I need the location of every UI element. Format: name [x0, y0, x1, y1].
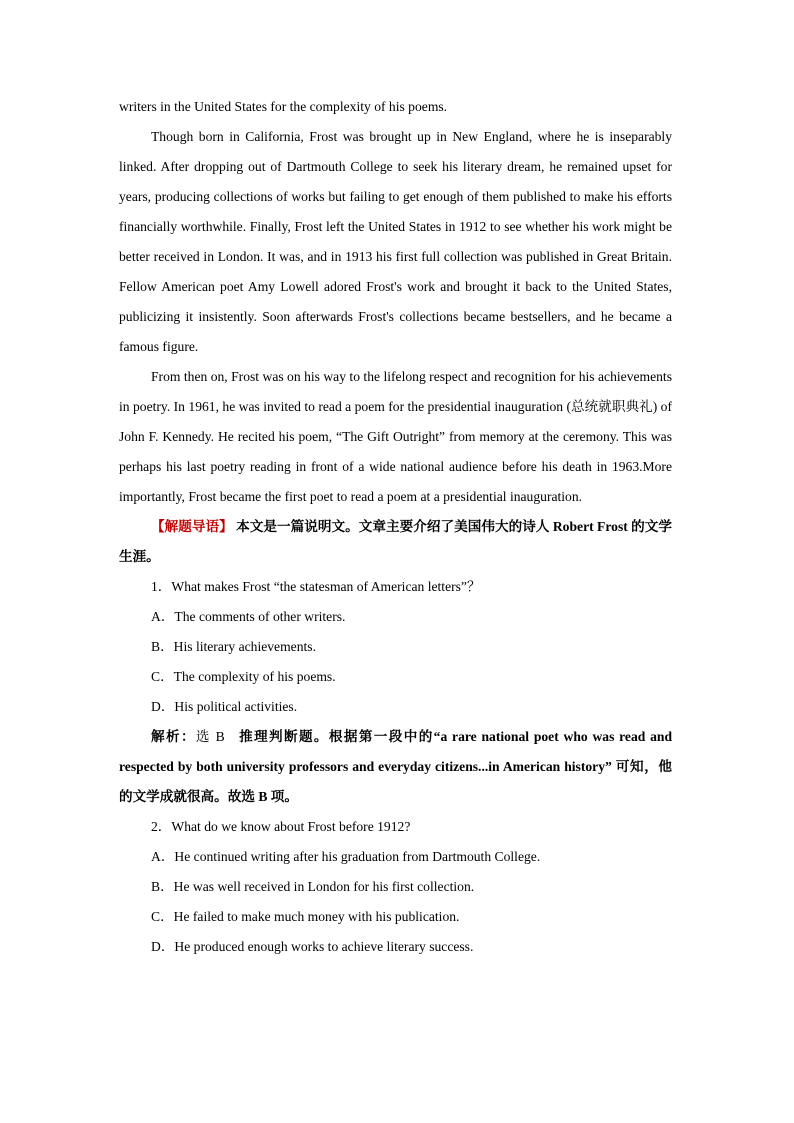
analysis-answer: 选 B	[195, 729, 225, 744]
question-1	[119, 572, 672, 722]
question-1-option-d: D．His political activities.	[151, 699, 298, 714]
guide-paragraph	[119, 512, 672, 572]
guide-tag: 【解题导语】	[151, 519, 233, 534]
question-2-option-a: A．He continued writing after his graduation from Dartmouth College.	[151, 849, 541, 864]
question-2-stem: 2．What do we know about Frost before 1912?	[151, 819, 411, 834]
question-1-option-c: C．The complexity of his poems.	[151, 669, 336, 684]
document-page	[119, 92, 672, 962]
question-2-option-b: B．He was well received in London for his first collection.	[151, 879, 475, 894]
question-2	[119, 812, 672, 962]
analysis-text: 推理判断题。根据第一段中的“a rare national poet who was read and respected by both university professors and everyday citizens...in American history” 可知，他的文学成就很高。故选 B 项。	[119, 729, 673, 804]
analysis-label: 解析：	[151, 729, 196, 744]
paragraph-later-career: From then on, Frost was on his way to the lifelong respect and recognition for his achievements in poetry. In 1961, he was invited to read a poem for the presidential inauguration (总统就职典礼) of John F. Kennedy. He recited his poem, “The Gift Outright” from memory at the ceremony. This was perhaps his last poetry reading in front of a wide national audience before his death in 1963.More importantly, Frost became the first poet to read a poem at a presidential inauguration.	[119, 369, 672, 504]
analysis-paragraph	[119, 722, 672, 812]
paragraph-early-career: Though born in California, Frost was brought up in New England, where he is inseparably linked. After dropping out of Dartmouth College to seek his literary dream, he remained upset for years, producing collections of works but failing to get enough of them published to make his efforts financially worthwhile. Finally, Frost left the United States in 1912 to see whether his work might be better received in London. It was, and in 1913 his first full collection was published in Great Britain. Fellow American poet Amy Lowell adored Frost's work and brought it back to the United States, publicizing it insistently. Soon afterwards Frost's collections became bestsellers, and he became a famous figure.	[119, 129, 672, 354]
guide-text: 本文是一篇说明文。文章主要介绍了美国伟大的诗人 Robert Frost 的文学生涯。	[119, 519, 673, 564]
question-2-option-d: D．He produced enough works to achieve literary success.	[151, 939, 474, 954]
paragraph-continuation: writers in the United States for the complexity of his poems.	[119, 99, 448, 114]
question-1-option-a: A．The comments of other writers.	[151, 609, 346, 624]
question-1-option-b: B．His literary achievements.	[151, 639, 316, 654]
question-1-stem: 1．What makes Frost “the statesman of American letters”？	[151, 579, 481, 594]
question-2-option-c: C．He failed to make much money with his publication.	[151, 909, 460, 924]
